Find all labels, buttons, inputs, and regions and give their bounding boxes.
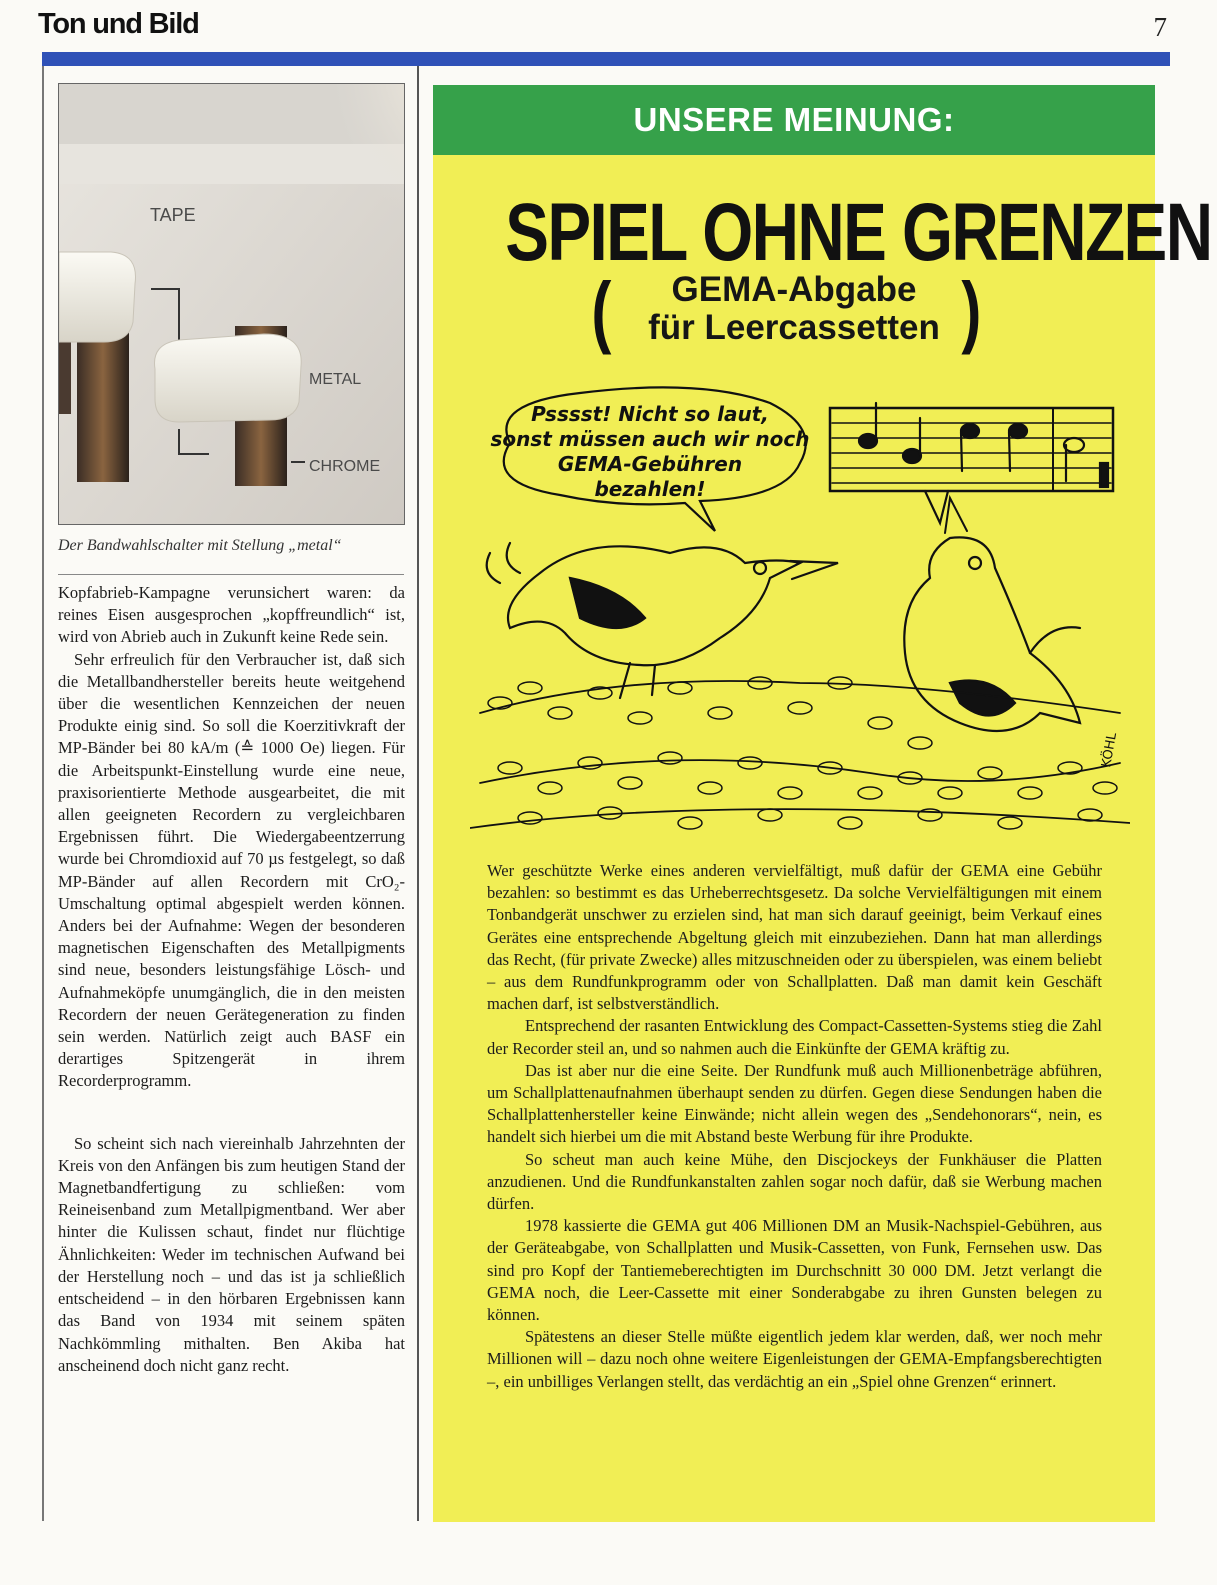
paren-open: ( — [591, 266, 612, 355]
header-rule — [42, 52, 1170, 66]
opinion-paragraph: So scheut man auch keine Mühe, den Discjockeys der Funkhäuser die Platten anzudienen. Und die Rundfunkanstalten zahlen sogar noch dafür, daß sie Werbung machen dürfen. — [487, 1149, 1102, 1214]
opinion-headline: SPIEL OHNE GRENZEN — [505, 187, 1212, 278]
tape-switch-photo — [58, 83, 405, 525]
opinion-paragraph: Spätestens an dieser Stelle müßte eigentlich jedem klar werden, daß, wer noch mehr Millionen will – dazu noch ohne weitere Eigenleistungen der GEMA-Empfangsberechtigten –, ein unbilliges Verlangen stellt, das verdächtig an ein „Spiel ohne Grenzen“ erinnert. — [487, 1327, 1102, 1391]
opinion-paragraph: Das ist aber nur die eine Seite. Der Rundfunk muß auch Millionenbeträge abführen, um Schallplattenaufnahmen überhaupt senden zu dürfen. Gegen diese Sendungen haben die Schallplattenhersteller keine Einwände; nicht allein wegen des „Sendehonorars“, nein, es handelt sich hierbei um die mit Abstand beste Werbung für ihre Produkte. — [487, 1060, 1102, 1147]
opinion-paragraph: Entsprechend der rasanten Entwicklung des Compact-Cassetten-Systems stieg die Zahl der Recorder steil an, und so nahmen auch die Einkünfte der GEMA kräftig zu. — [487, 1016, 1102, 1058]
paren-close: ) — [961, 266, 982, 355]
left-bird — [487, 543, 838, 698]
music-notes — [859, 403, 1027, 471]
speech-line: GEMA-Gebühren — [557, 452, 743, 476]
opinion-paragraph: 1978 kassierte die GEMA gut 406 Millionen DM an Musik-Nachspiel-Gebühren, aus der Geräteabgabe, von Schallplatten und Musik-Cassetten, von Funk, Fernsehen usw. Das sind pro Kopf der Tantiemeberechtigten im Durchschnitt 30 000 DM. Jetzt verlangt die GEMA noch, die Leer-Cassette mit einer Sonderabgabe zu ihren Gunsten belegen zu können. — [487, 1216, 1102, 1325]
left-page-border — [42, 66, 44, 1521]
opinion-article-text — [487, 860, 1102, 1393]
section-title: Ton und Bild — [38, 8, 199, 40]
bird-cartoon — [470, 383, 1130, 838]
left-article-text — [58, 582, 405, 1377]
left-paragraph: So scheint sich nach viereinhalb Jahrzehnten der Kreis von den Anfängen bis zum heutigen Stand der Magnetbandfertigung zu schließen: vom Reineisenband zum Metallpigmentband. Wer aber hinter die Kulissen schaut, findet nur flüchtige Ähnlichkeiten: Weder im technischen Aufwand bei der Herstellung noch – und das ist ja schließlich entscheidend – in den hörbaren Ergebnissen kann das Band von 1934 mit seinem späten Nachkömmling mithalten. Ben Akiba hat anscheinend doch nicht ganz recht. — [58, 1133, 405, 1375]
metal-label: METAL — [309, 371, 362, 388]
bird-cartoon-drawing — [470, 383, 1130, 838]
speech-line: Psssst! Nicht so laut, — [531, 402, 769, 426]
foliage — [470, 681, 1130, 828]
page-number: 7 — [1153, 12, 1167, 42]
speech-line: sonst müssen auch wir noch — [490, 427, 810, 451]
subtitle-block — [433, 265, 1155, 355]
music-staff-box — [830, 408, 1113, 491]
staff-pointer — [925, 491, 948, 523]
opinion-banner — [433, 85, 1155, 155]
caption-rule — [58, 574, 404, 575]
artist-signature: KÖHL — [1099, 731, 1121, 769]
speech-line: bezahlen! — [594, 477, 706, 501]
left-paragraph: Kopfabrieb-Kampagne verunsichert waren: da reines Eisen ausgesprochen „kopffreundlich“ ist, wird von Abrieb auch in Zukunft keine Rede sein. — [58, 583, 405, 647]
opinion-subtitle — [433, 271, 1155, 347]
tape-switch-illustration — [59, 84, 404, 524]
left-paragraph: Sehr erfreulich für den Verbraucher ist, daß sich die Metallbandhersteller bereits heute weitgehend über die wesentlichen Kennzeichen der neuen Produkte einig sind. So soll die Koerzitivkraft der MP-Bänder bei 80 kA/m (≙ 1000 Oe) liegen. Für die Arbeitspunkt-Einstellung wurde eine neue, praxisorientierte Methode ausgearbeitet, die mit allen geeigneten Recordern zu vergleichbaren Ergebnissen führt. Die Wiedergabeentzerrung wurde bei Chromdioxid auf 70 µs festgelegt, so daß MP-Bänder auf allen Recordern mit CrO₂-Umschaltung optimal abgespielt werden können. Anders bei der Aufnahme: Wegen der besonderen magnetischen Eigenschaften des Metallpigments sind neue, besonders leistungsfähige Lösch- und Aufnahmeköpfe unumgänglich, die in den meisten Recordern der neuen Gerätegeneration zu finden sein werden. Natürlich zeigt auch BASF ein derartiges Spitzengerät in ihrem Recorderprogramm. — [58, 649, 405, 1091]
subtitle-line: für Leercassetten — [648, 308, 940, 347]
photo-caption: Der Bandwahlschalter mit Stellung „metal“ — [58, 537, 342, 554]
tape-label: TAPE — [150, 205, 196, 225]
chrome-label: CHROME — [309, 458, 381, 475]
opinion-paragraph: Wer geschützte Werke eines anderen vervielfältigt, muß dafür der GEMA eine Gebühr bezahlen: so bestimmt es das Urheberrechtsgesetz. Da solche Vervielfältigungen mit einem Tonbandgerät unschwer zu erzielen sind, hat man sich darauf geeinigt, beim Verkauf eines Gerätes eine entsprechende Abgeltung gleich mit einzubeziehen. Dann hat man allerdings das Recht, (für private Zwecke) alles mitzuschneiden oder zu überspielen, was einem beliebt – aus dem Rundfunkprogramm oder von Schallplatten. Daß man damit kein Geschäft machen darf, ist selbstverständlich. — [487, 861, 1102, 1014]
rest-mark — [1100, 463, 1108, 487]
opinion-banner-label: UNSERE MEINUNG: — [633, 101, 955, 138]
subtitle-line: GEMA-Abgabe — [671, 270, 917, 309]
column-divider — [417, 66, 419, 1521]
